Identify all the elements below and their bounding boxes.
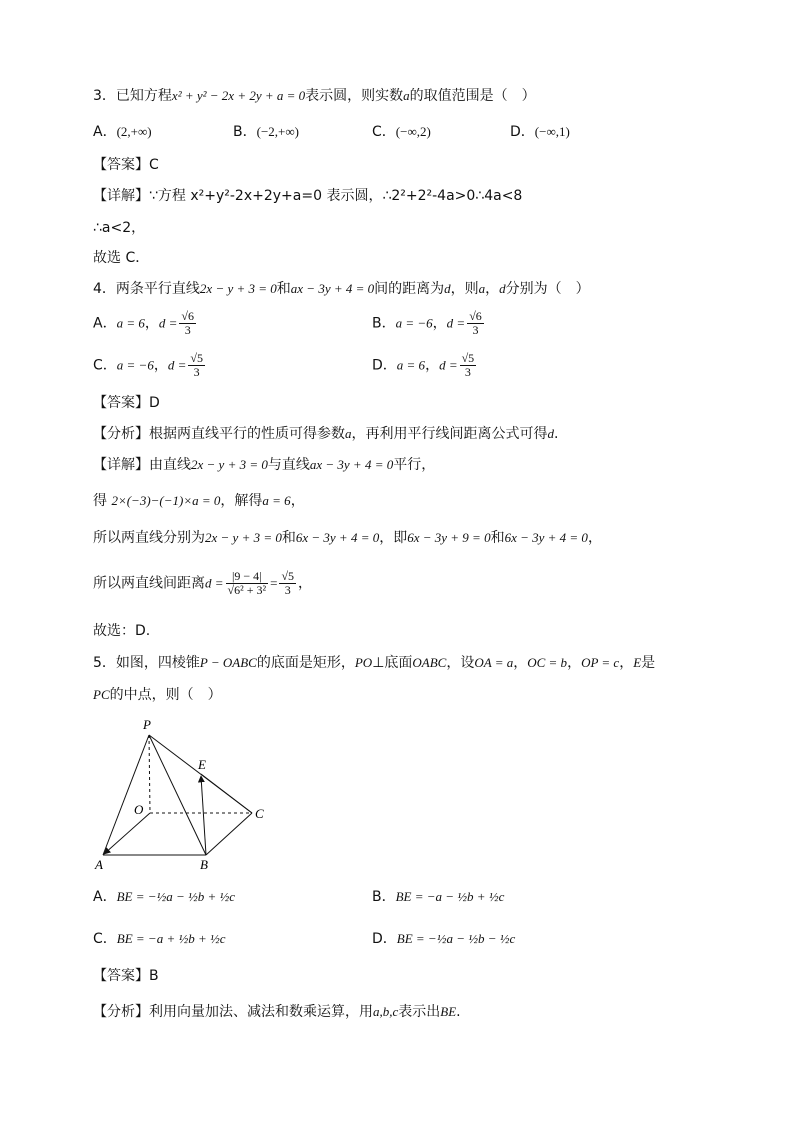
detail-result: a = 6 — [262, 493, 291, 508]
detail-text: 所以两直线间距离 — [93, 575, 205, 592]
analysis-var-a: a — [345, 426, 352, 441]
q5-stem-suffix: 的中点，则（ ） — [109, 687, 222, 703]
q4-stem — [93, 279, 590, 299]
detail-eq-3: 6x − 3y + 9 = 0 — [407, 530, 491, 545]
q5-sep-2: ， — [567, 655, 582, 671]
fraction-numerator: √5 — [190, 351, 203, 365]
q5-vector-op: OP = c — [581, 655, 620, 670]
q4-stem-prefix: 4．两条平行直线 — [93, 281, 200, 297]
q4-and: 和 — [276, 281, 291, 297]
option-expression: BE = −a + ½b + ½c — [116, 931, 226, 946]
q4-var-d-2: d — [499, 281, 506, 296]
analysis-tag: 【分析】 — [93, 426, 149, 442]
fraction-denominator: 3 — [284, 583, 291, 597]
option-letter: C． — [372, 124, 396, 140]
q4-answer — [93, 393, 160, 413]
q4-option-a: A．a = 6，d = $\frac{√6}{3}$ — [93, 309, 194, 337]
fraction-numerator: √6 — [181, 309, 194, 323]
detail-text-2: ，解得 — [220, 493, 263, 509]
detail-line-eq-2: ax − 3y + 4 = 0 — [309, 457, 394, 472]
q3-stem-middle: 表示圆，则实数 — [305, 88, 404, 104]
label-b: B — [200, 857, 208, 872]
option-letter: D． — [510, 124, 535, 140]
option-d-lhs: d = — [167, 357, 187, 373]
option-a-value: a = 6 — [116, 315, 145, 331]
detail-line-eq-1: 2x − y + 3 = 0 — [191, 457, 268, 472]
detail-text: 得 — [93, 493, 107, 509]
detail-d-lhs: d = — [205, 575, 224, 591]
q5-base: OABC — [412, 655, 447, 670]
answer-value: D — [149, 395, 160, 411]
q4-then: ，则 — [450, 281, 479, 297]
q3-equation: x² + y² − 2x + 2y + a = 0 — [171, 88, 306, 103]
detail-eq-4: 6x − 3y + 4 = 0 — [504, 530, 588, 545]
fraction-numerator: |9 − 4| — [226, 570, 269, 584]
answer-tag: 【答案】 — [93, 395, 149, 411]
detail-text: ∵方程 x²+y²-2x+2y+a=0 表示圆，∴2²+2²-4a>0∴4a<8 — [149, 188, 523, 204]
detail-text-3: ， — [290, 493, 305, 509]
detail-text: 由直线 — [149, 457, 191, 473]
option-d-fraction — [188, 352, 205, 379]
option-d-lhs: d = — [446, 315, 466, 331]
q3-option-b — [233, 122, 299, 142]
q5-option-b — [372, 887, 504, 907]
option-value: (2,+∞) — [116, 124, 152, 139]
detail-text-3: 平行， — [393, 457, 436, 473]
q3-variable: a — [403, 88, 410, 103]
detail-tag: 【详解】 — [93, 457, 149, 473]
q4-option-c: C．a = −6，d = $\frac{√5}{3}$ — [93, 351, 203, 379]
q5-analysis — [93, 1002, 461, 1022]
vector-be — [201, 776, 206, 855]
fraction-denominator: 3 — [464, 365, 471, 379]
detail-text-2: ，即 — [379, 530, 408, 546]
edge-bc — [206, 813, 252, 855]
q5-perp: ⊥底面 — [372, 655, 413, 671]
analysis-text: 根据两直线平行的性质可得参数 — [149, 426, 345, 442]
option-d-lhs: d = — [158, 315, 178, 331]
analysis-be: BE — [440, 1004, 457, 1019]
q5-point-e: E — [633, 655, 642, 670]
fraction-denominator: 3 — [193, 365, 200, 379]
equals-sign: = — [270, 575, 278, 591]
q3-stem-suffix: 的取值范围是（ ） — [409, 88, 536, 104]
option-value: (−∞,1) — [534, 124, 570, 139]
q5-pyramid: P − OABC — [199, 655, 257, 670]
q5-stem-prefix: 5．如图，四棱锥 — [93, 655, 200, 671]
q5-stem-c: 是 — [641, 655, 656, 671]
q4-detail-line2 — [93, 491, 305, 511]
q5-sep: ， — [513, 655, 528, 671]
answer-tag: 【答案】 — [93, 968, 149, 984]
analysis-text-2: ，再利用平行线间距离公式可得 — [351, 426, 548, 442]
q3-option-c — [372, 122, 431, 142]
detail-text-3: ， — [587, 530, 602, 546]
analysis-text-2: 表示出 — [398, 1004, 441, 1020]
q3-stem — [93, 86, 536, 106]
answer-value: C — [149, 157, 159, 173]
analysis-end: . — [456, 1004, 461, 1020]
analysis-text: 利用向量加法、减法和数乘运算，用 — [149, 1004, 373, 1020]
q4-detail-line4 — [93, 570, 312, 597]
analysis-tag: 【分析】 — [93, 1004, 149, 1020]
q5-stem-line1 — [93, 653, 655, 673]
q3-answer — [93, 155, 159, 175]
fraction-denominator: 3 — [184, 323, 191, 337]
option-letter: B． — [233, 124, 257, 140]
option-letter: C． — [93, 931, 117, 947]
option-d-fraction — [460, 352, 477, 379]
option-expression: BE = −½a − ½b − ½c — [396, 931, 516, 946]
result-fraction — [279, 570, 296, 597]
edge-pb — [149, 735, 206, 855]
option-a-value: a = −6 — [116, 357, 154, 373]
q5-option-a — [93, 887, 235, 907]
fraction-numerator: √5 — [461, 351, 475, 365]
q5-pc: PC — [93, 687, 110, 702]
detail-tag: 【详解】 — [93, 188, 149, 204]
q5-stem-b: ，设 — [446, 655, 475, 671]
q3-detail-line2: ∴a<2， — [93, 220, 146, 236]
option-value: (−∞,2) — [395, 124, 431, 139]
label-o: O — [134, 802, 144, 817]
q4-analysis — [93, 424, 558, 444]
edge-ce — [201, 774, 252, 813]
fraction-numerator: √6 — [469, 309, 482, 323]
option-letter: A． — [93, 889, 117, 905]
detail-text: 所以两直线分别为 — [93, 530, 205, 546]
detail-and: 和 — [281, 530, 296, 546]
option-a-value: a = −6 — [395, 315, 433, 331]
q5-option-c — [93, 929, 226, 949]
option-value: (−2,+∞) — [256, 124, 299, 139]
fraction-numerator: √5 — [281, 569, 295, 583]
q5-sep-3: ， — [619, 655, 634, 671]
q5-stem-line2 — [93, 685, 222, 705]
q4-var-a: a — [478, 281, 486, 296]
option-letter: A． — [93, 315, 117, 332]
option-a-value: a = 6 — [396, 357, 426, 373]
detail-eq-2: 6x − 3y + 4 = 0 — [295, 530, 380, 545]
distance-fraction — [226, 570, 269, 597]
answer-tag: 【答案】 — [93, 157, 149, 173]
option-d-lhs: d = — [439, 357, 458, 373]
q4-detail-line3 — [93, 528, 602, 548]
q3-option-a — [93, 122, 152, 142]
q3-option-d — [510, 122, 570, 142]
edge-pa — [103, 735, 149, 855]
option-letter: B． — [372, 315, 396, 332]
option-letter: B． — [372, 889, 396, 905]
q4-stem-middle: 间的距离为 — [374, 281, 445, 297]
q5-vector-oc: OC = b — [527, 655, 568, 670]
q5-vector-oa: OA = a — [474, 655, 514, 670]
option-d-fraction — [467, 310, 484, 337]
option-letter: D． — [372, 931, 397, 947]
q4-sep: ， — [485, 281, 500, 297]
q4-conclusion: 故选：D. — [93, 623, 151, 639]
option-d-fraction — [179, 310, 196, 337]
q4-var-d: d — [444, 281, 451, 296]
q5-stem-a: 的底面是矩形， — [256, 655, 355, 671]
option-expression: BE = −½a − ½b + ½c — [116, 889, 236, 904]
label-c: C — [255, 806, 264, 821]
q4-detail-line1 — [93, 455, 435, 475]
q5-option-d — [372, 929, 515, 949]
detail-equation: 2×(−3)−(−1)×a = 0 — [111, 493, 221, 508]
analysis-var-d: d — [547, 426, 554, 441]
q5-po: PO — [354, 655, 373, 670]
q4-option-d: D．a = 6，d = $\frac{√5}{3}$ — [372, 351, 475, 379]
option-letter: A． — [93, 124, 117, 140]
detail-and-2: 和 — [490, 530, 505, 546]
q4-option-b: B．a = −6，d = $\frac{√6}{3}$ — [372, 309, 482, 337]
q3-stem-prefix: 3．已知方程 — [93, 88, 172, 104]
q5-answer — [93, 966, 159, 986]
q3-conclusion: 故选 C． — [93, 250, 150, 266]
detail-eq-1: 2x − y + 3 = 0 — [205, 530, 282, 545]
option-letter: D． — [372, 357, 397, 374]
label-a: A — [95, 857, 103, 872]
detail-text-2: 与直线 — [267, 457, 310, 473]
analysis-vectors: a,b,c — [373, 1004, 399, 1019]
label-p: P — [143, 717, 151, 732]
option-letter: C． — [93, 357, 117, 374]
analysis-end: . — [554, 426, 559, 442]
edge-po — [149, 735, 150, 813]
fraction-denominator: √6² + 3² — [227, 583, 267, 597]
detail-text-2: ， — [298, 575, 313, 592]
q4-line2: ax − 3y + 4 = 0 — [290, 281, 375, 296]
q4-stem-suffix: 分别为（ ） — [505, 281, 590, 297]
answer-value: B — [149, 968, 159, 984]
fraction-denominator: 3 — [472, 323, 479, 337]
q4-line1: 2x − y + 3 = 0 — [199, 281, 277, 296]
option-expression: BE = −a − ½b + ½c — [395, 889, 505, 904]
label-e: E — [198, 757, 206, 772]
pyramid-figure — [90, 715, 280, 875]
q3-detail-line1 — [93, 186, 522, 206]
